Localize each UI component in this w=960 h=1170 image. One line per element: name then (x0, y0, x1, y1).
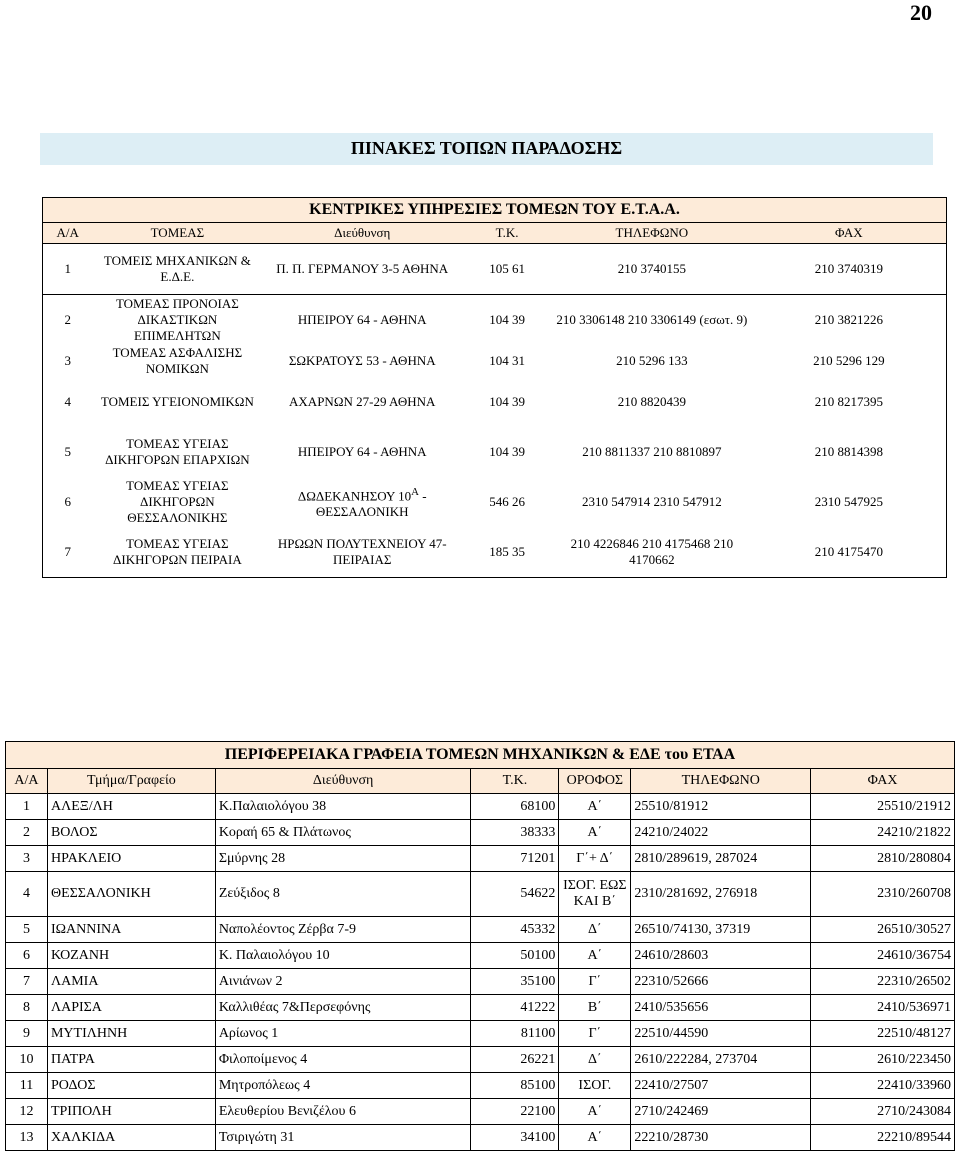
row-aa: 11 (6, 1073, 48, 1099)
row-tk: 35100 (471, 969, 559, 995)
address-main: ΔΩΔΕΚΑΝΗΣΟΥ 10 (297, 488, 412, 504)
row-address: ΑΧΑΡΝΩΝ 27-29 ΑΘΗΝΑ (289, 394, 436, 409)
row-tk: 546 26 (489, 494, 525, 509)
row-tk: 54622 (471, 872, 559, 917)
row-phone: 22210/28730 (631, 1125, 811, 1151)
row-fax: 25510/21912 (811, 794, 955, 820)
row-floor: Β΄ (559, 995, 631, 1021)
row-aa: 12 (6, 1099, 48, 1125)
row-address (262, 477, 462, 527)
row-floor: Α΄ (559, 1099, 631, 1125)
row-phone: 22510/44590 (631, 1021, 811, 1047)
row-office: ΜΥΤΙΛΗΝΗ (47, 1021, 215, 1047)
row-office: ΡΟΔΟΣ (47, 1073, 215, 1099)
row-phone: 22310/52666 (631, 969, 811, 995)
row-address: ΗΠΕΙΡΟΥ 64 - ΑΘΗΝΑ (297, 312, 427, 327)
row-address: Ζεύξιδος 8 (215, 872, 471, 917)
central-services-table (42, 197, 947, 578)
row-phone: 210 8820439 (617, 394, 686, 409)
header-fax: ΦΑΧ (811, 769, 955, 794)
row-floor: Δ΄ (559, 917, 631, 943)
row-fax: 2310 547925 (814, 494, 883, 509)
row-fax: 2710/243084 (811, 1099, 955, 1125)
table-row (6, 794, 955, 820)
row-office: ΤΡΙΠΟΛΗ (47, 1099, 215, 1125)
row-office: ΛΑΡΙΣΑ (47, 995, 215, 1021)
row-address: ΗΡΩΩΝ ΠΟΛΥΤΕΧΝΕΙΟΥ 47- ΠΕΙΡΑΙΑΣ (277, 536, 447, 567)
row-office: ΒΟΛΟΣ (47, 820, 215, 846)
row-phone: 2810/289619, 287024 (631, 846, 811, 872)
row-aa: 3 (64, 353, 71, 368)
row-phone: 2310/281692, 276918 (631, 872, 811, 917)
row-phone: 2310 547914 2310 547912 (582, 494, 722, 509)
row-fax: 210 4175470 (814, 544, 883, 559)
header-address: Διεύθυνση (215, 769, 471, 794)
row-aa: 9 (6, 1021, 48, 1047)
row-address: Ναπολέοντος Ζέρβα 7-9 (215, 917, 471, 943)
row-tk: 104 39 (489, 312, 525, 327)
row-aa: 1 (43, 244, 93, 295)
row-office: ΘΕΣΣΑΛΟΝΙΚΗ (47, 872, 215, 917)
row-office: ΛΑΜΙΑ (47, 969, 215, 995)
row-floor: Α΄ (559, 1125, 631, 1151)
row-address: Φιλοποίμενος 4 (215, 1047, 471, 1073)
row-tk: 38333 (471, 820, 559, 846)
row-fax: 24210/21822 (811, 820, 955, 846)
row-aa: 3 (6, 846, 48, 872)
table-row (6, 917, 955, 943)
header-office: Τμήμα/Γραφείο (47, 769, 215, 794)
row-address: Αινιάνων 2 (215, 969, 471, 995)
table-header-row (6, 769, 955, 794)
row-phone: 25510/81912 (631, 794, 811, 820)
row-tk: 85100 (471, 1073, 559, 1099)
row-tk: 41222 (471, 995, 559, 1021)
row-aa: 13 (6, 1125, 48, 1151)
row-phone: 26510/74130, 37319 (631, 917, 811, 943)
row-tk: 22100 (471, 1099, 559, 1125)
row-aa: 10 (6, 1047, 48, 1073)
row-phone: 210 5296 133 (616, 353, 688, 368)
row-phone: 210 3740155 (552, 244, 752, 295)
row-floor: Α΄ (559, 794, 631, 820)
address-tail: - ΘΕΣΣΑΛΟΝΙΚΗ (315, 488, 427, 520)
table-row (6, 969, 955, 995)
row-address: ΗΠΕΙΡΟΥ 64 - ΑΘΗΝΑ (297, 444, 427, 459)
page-number: 20 (910, 0, 932, 25)
row-floor: ΙΣΟΓ. ΕΩΣ ΚΑΙ Β΄ (559, 872, 631, 917)
row-address: Κοραή 65 & Πλάτωνος (215, 820, 471, 846)
row-aa: 2 (64, 312, 71, 327)
row-address: Κ.Παλαιολόγου 38 (215, 794, 471, 820)
row-fax: 210 5296 129 (813, 353, 885, 368)
row-floor: Α΄ (559, 943, 631, 969)
row-address: Κ. Παλαιολόγου 10 (215, 943, 471, 969)
row-tk: 50100 (471, 943, 559, 969)
row-tk: 185 35 (489, 544, 525, 559)
row-floor: ΙΣΟΓ. (559, 1073, 631, 1099)
row-fax: 210 8814398 (814, 444, 883, 459)
table-row (6, 1047, 955, 1073)
table-row (43, 377, 947, 427)
table-row (6, 1021, 955, 1047)
header-phone: ΤΗΛΕΦΩΝΟ (552, 223, 752, 244)
row-aa: 4 (6, 872, 48, 917)
row-floor: Δ΄ (559, 1047, 631, 1073)
row-tomeas: ΤΟΜΕΑΣ ΥΓΕΙΑΣ ΔΙΚΗΓΟΡΩΝ ΘΕΣΣΑΛΟΝΙΚΗΣ (126, 478, 229, 525)
row-fax: 22210/89544 (811, 1125, 955, 1151)
header-aa: Α/Α (6, 769, 48, 794)
row-tomeas: ΤΟΜΕΑΣ ΠΡΟΝΟΙΑΣ ΔΙΚΑΣΤΙΚΩΝ ΕΠΙΜΕΛΗΤΩΝ (115, 296, 239, 343)
row-tomeas: ΤΟΜΕΑΣ ΑΣΦΑΛΙΣΗΣ ΝΟΜΙΚΩΝ (112, 345, 243, 376)
table-row (43, 295, 947, 346)
row-tk: 71201 (471, 846, 559, 872)
table-row (6, 1125, 955, 1151)
row-office: ΑΛΕΞ/ΛΗ (47, 794, 215, 820)
table-caption-row (6, 742, 955, 769)
row-phone: 2410/535656 (631, 995, 811, 1021)
central-title: ΚΕΝΤΡΙΚΕΣ ΥΠΗΡΕΣΙΕΣ ΤΟΜΕΩΝ ΤΟΥ Ε.Τ.Α.Α. (43, 198, 947, 223)
table-row (6, 943, 955, 969)
row-floor: Γ΄ (559, 1021, 631, 1047)
row-fax: 22410/33960 (811, 1073, 955, 1099)
row-phone: 210 8811337 210 8810897 (582, 444, 722, 459)
banner-title: ΠΙΝΑΚΕΣ ΤΟΠΩΝ ΠΑΡΑΔΟΣΗΣ (40, 133, 933, 165)
row-office: ΗΡΑΚΛΕΙΟ (47, 846, 215, 872)
row-tk: 81100 (471, 1021, 559, 1047)
table-header-row (43, 223, 947, 244)
row-tk: 34100 (471, 1125, 559, 1151)
row-aa: 4 (64, 394, 71, 409)
row-fax: 2810/280804 (811, 846, 955, 872)
row-fax: 210 3821226 (814, 312, 883, 327)
table-row (43, 527, 947, 578)
row-address: Σμύρνης 28 (215, 846, 471, 872)
row-tomeas: ΤΟΜΕΑΣ ΥΓΕΙΑΣ ΔΙΚΗΓΟΡΩΝ ΠΕΙΡΑΙΑ (113, 536, 242, 567)
row-fax: 2310/260708 (811, 872, 955, 917)
row-phone: 24210/24022 (631, 820, 811, 846)
row-phone: 210 4226846 210 4175468 210 4170662 (570, 536, 734, 567)
row-address: Π. Π. ΓΕΡΜΑΝΟΥ 3-5 ΑΘΗΝΑ (262, 244, 462, 295)
row-office: ΙΩΑΝΝΙΝΑ (47, 917, 215, 943)
row-fax: 22310/26502 (811, 969, 955, 995)
row-fax: 22510/48127 (811, 1021, 955, 1047)
row-aa: 1 (6, 794, 48, 820)
header-floor: ΟΡΟΦΟΣ (559, 769, 631, 794)
row-tomeas: ΤΟΜΕΙΣ ΥΓΕΙΟΝΟΜΙΚΩΝ (100, 394, 254, 409)
row-fax: 2410/536971 (811, 995, 955, 1021)
row-aa: 5 (6, 917, 48, 943)
row-address: Μητροπόλεως 4 (215, 1073, 471, 1099)
row-aa: 8 (6, 995, 48, 1021)
table-row (6, 1073, 955, 1099)
header-tk: Τ.Κ. (462, 223, 552, 244)
row-tomeas: ΤΟΜΕΙΣ ΜΗΧΑΝΙΚΩΝ & Ε.Δ.Ε. (92, 244, 262, 295)
header-tk: Τ.Κ. (471, 769, 559, 794)
table-row (43, 345, 947, 377)
row-tk: 68100 (471, 794, 559, 820)
row-floor: Γ΄+ Δ΄ (559, 846, 631, 872)
row-aa: 6 (64, 494, 71, 509)
regional-offices-table (5, 741, 955, 1151)
header-fax: ΦΑΧ (752, 223, 947, 244)
regional-title: ΠΕΡΙΦΕΡΕΙΑΚΑ ΓΡΑΦΕΙΑ ΤΟΜΕΩΝ ΜΗΧΑΝΙΚΩΝ & ΕΔΕ του ΕΤΑΑ (6, 742, 955, 769)
row-fax: 210 3740319 (752, 244, 947, 295)
table-row (43, 477, 947, 527)
row-aa: 7 (64, 544, 71, 559)
row-address: Τσιριγώτη 31 (215, 1125, 471, 1151)
table-row (6, 872, 955, 917)
address-superscript: Α (411, 485, 419, 498)
row-tk: 104 31 (489, 353, 525, 368)
header-tomeas: ΤΟΜΕΑΣ (92, 223, 262, 244)
table-row (6, 846, 955, 872)
row-phone: 210 3306148 210 3306149 (εσωτ. 9) (556, 312, 748, 327)
header-aa: Α/Α (43, 223, 93, 244)
row-address: Καλλιθέας 7&Περσεφόνης (215, 995, 471, 1021)
row-aa: 5 (64, 444, 71, 459)
row-aa: 7 (6, 969, 48, 995)
row-office: ΧΑΛΚΙΔΑ (47, 1125, 215, 1151)
table-caption-row (43, 198, 947, 223)
table-row (6, 820, 955, 846)
row-floor: Γ΄ (559, 969, 631, 995)
row-phone: 24610/28603 (631, 943, 811, 969)
row-aa: 6 (6, 943, 48, 969)
row-phone: 2610/222284, 273704 (631, 1047, 811, 1073)
table-row (43, 427, 947, 477)
row-tomeas: ΤΟΜΕΑΣ ΥΓΕΙΑΣ ΔΙΚΗΓΟΡΩΝ ΕΠΑΡΧΙΩΝ (105, 436, 250, 467)
header-address: Διεύθυνση (262, 223, 462, 244)
row-address: Αρίωνος 1 (215, 1021, 471, 1047)
table-row (6, 995, 955, 1021)
row-office: ΚΟΖΑΝΗ (47, 943, 215, 969)
row-tk: 105 61 (462, 244, 552, 295)
row-address: ΣΩΚΡΑΤΟΥΣ 53 - ΑΘΗΝΑ (288, 353, 436, 368)
row-fax: 2610/223450 (811, 1047, 955, 1073)
row-office: ΠΑΤΡΑ (47, 1047, 215, 1073)
table-row (6, 1099, 955, 1125)
row-fax: 210 8217395 (814, 394, 883, 409)
row-tk: 45332 (471, 917, 559, 943)
row-phone: 22410/27507 (631, 1073, 811, 1099)
row-fax: 24610/36754 (811, 943, 955, 969)
header-phone: ΤΗΛΕΦΩΝΟ (631, 769, 811, 794)
row-phone: 2710/242469 (631, 1099, 811, 1125)
row-tk: 104 39 (489, 394, 525, 409)
row-tk: 26221 (471, 1047, 559, 1073)
row-address: Ελευθερίου Βενιζέλου 6 (215, 1099, 471, 1125)
table-row (43, 244, 947, 295)
row-fax: 26510/30527 (811, 917, 955, 943)
row-floor: Α΄ (559, 820, 631, 846)
row-tk: 104 39 (489, 444, 525, 459)
row-aa: 2 (6, 820, 48, 846)
